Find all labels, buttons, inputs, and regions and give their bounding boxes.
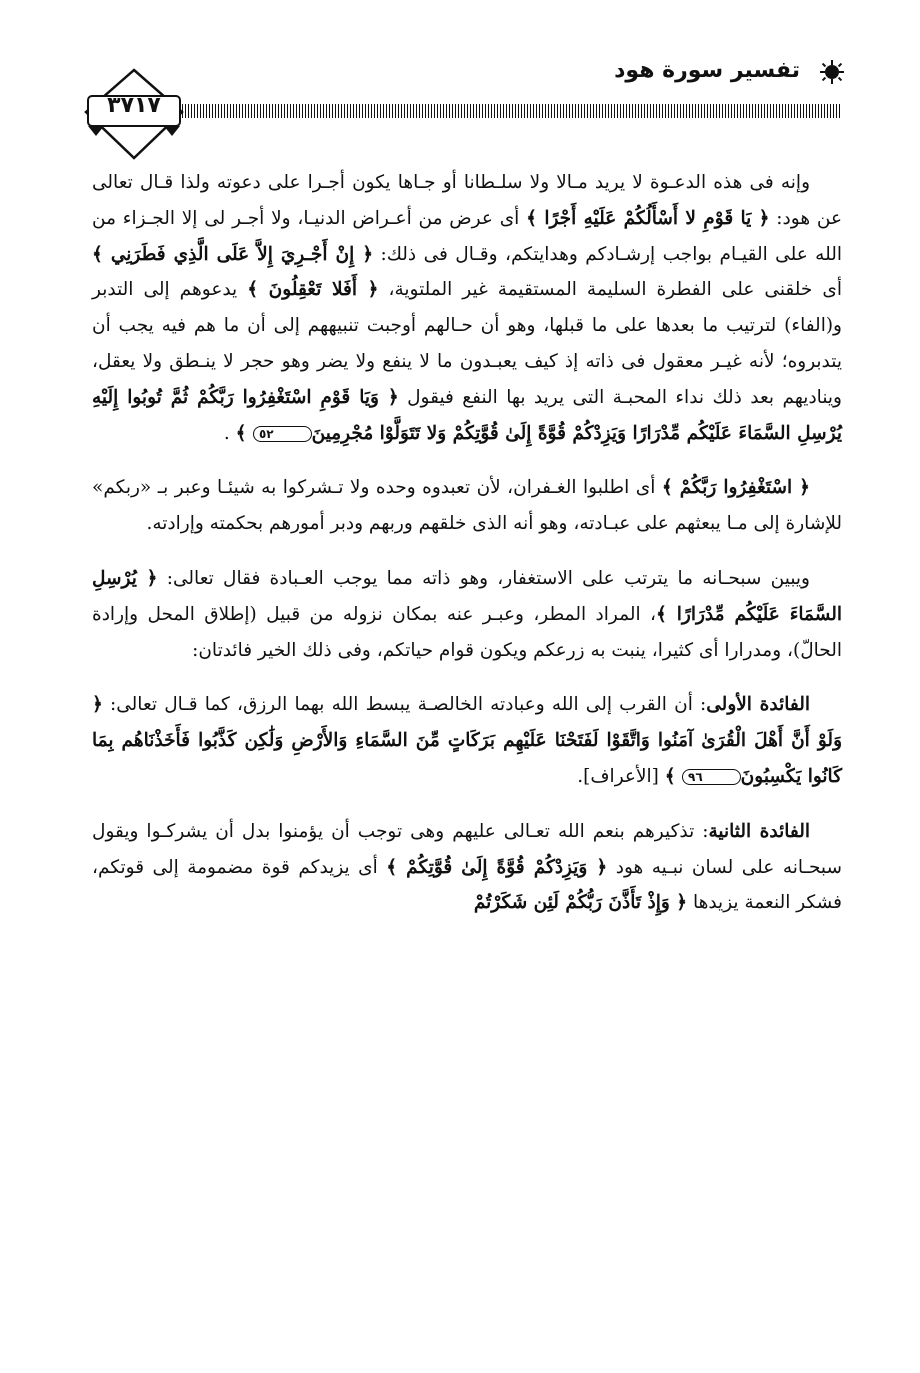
header-rule — [164, 104, 840, 118]
quran-verse: ﴿ وَيَا قَوْمِ اسْتَغْفِرُوا رَبَّكُمْ ثُمَّ تُوبُوا إِلَيْهِ يُرْسِلِ السَّمَاءَ عَلَيْكُم مِّدْرَارًا وَيَزِدْكُمْ قُوَّةً إِلَىٰ قُوَّتِكُمْ وَلا تَتَوَلَّوْا مُجْرِمِينَ — [92, 386, 842, 444]
paragraph-text: أى يزيدكم قوة مضمومة إلى قوتكم، فشكر النعمة يزيدها — [92, 856, 842, 914]
paragraph — [92, 687, 842, 794]
quran-verse: ﴿ وَلَوْ أَنَّ أَهْلَ الْقُرَىٰ آمَنُوا وَاتَّقَوْا لَفَتَحْنَا عَلَيْهِم بَرَكَاتٍ مِّنَ السَّمَاءِ وَالأَرْضِ وَلَٰكِن كَذَّبُوا فَأَخَذْنَاهُم بِمَا كَانُوا يَكْسِبُونَ — [92, 694, 842, 787]
paragraph-text: : أن القرب إلى الله وعبادته الخالصـة يبسط الله بهما الرزق، كما قـال تعالى: — [102, 694, 707, 716]
paragraph-text: يدعوهم إلى التدبر و(الفاء) لترتيب ما بعدها على ما قبلها، وهو أن حـالهم أوجبت تنبيههم إلى أن ما هم فيه يجب أن يتدبروه؛ لأنه غيـر معقول فى ذاته إذ كيف يعبـدون ما لا ينفع ولا يضر وهو حجر لا ينـطق ولا يعقل، ويناديهم بعد ذلك نداء المحبـة التى يريد بها النفع فيقول — [92, 279, 842, 408]
paragraph-text: : تذكيرهم بنعم الله تعـالى عليهم وهى توجب أن يؤمنوا بدل أن يشركـوا ويقول سبحـانه على لسان نبـيه هود — [92, 820, 842, 878]
paragraph — [92, 561, 842, 668]
quran-verse: ﴿ يُرْسِلِ السَّمَاءَ عَلَيْكُم مِّدْرَارًا ﴾ — [92, 567, 843, 625]
body-text — [92, 165, 842, 940]
quran-verse: ﴿ اسْتَغْفِرُوا رَبَّكُمْ ﴾ — [661, 477, 810, 499]
paragraph-text: ، المراد المطر، وعبـر عنه بمكان نزوله من قبيل (إطلاق المحل وإرادة الحالّ)، ومدرارا أى كثيرا، ينبت به زرعكم ويكون قوام حياتكم، وفى ذلك الخير فائدتان: — [92, 603, 842, 661]
quran-verse: ﴿ إِنْ أَجْـرِيَ إِلاَّ عَلَى الَّذِي فَطَرَنِي ﴾ — [92, 243, 374, 265]
paragraph — [92, 814, 842, 921]
paragraph — [92, 470, 842, 542]
page-number: ٣٧١٧ — [107, 93, 161, 118]
verse-number-marker: ٥٢ — [253, 426, 312, 442]
quran-verse: ﴾ — [664, 765, 683, 787]
paragraph-text: أى خلقنى على الفطرة السليمة المستقيمة غير الملتوية، — [378, 279, 842, 301]
section-heading: الفائدة الثانية — [708, 820, 810, 842]
quran-verse: ﴿ وَإِذْ تَأَذَّنَ رَبُّكُمْ لَئِن شَكَرْتُمْ — [473, 892, 688, 914]
paragraph-text: أى اطلبوا الغـفران، لأن تعبدوه وحده ولا تـشركوا به شيئـا وعبر بـ «ربكم» للإشارة إلى مـا يبعثهم على عبـادته، وهو أنه الذى خلقهم وربهم ودبر أمورهم بحكمته وإرادته. — [92, 477, 842, 535]
paragraph-text: أى عرض من أعـراض الدنيـا، ولا أجـر لى إلا الجـزاء من الله على القيـام بواجب إرشـادكم وهدايتكم، وقـال فى ذلك: — [92, 207, 842, 265]
paragraph-text: . — [223, 422, 236, 444]
chapter-title: تفسير سورة هود — [614, 58, 800, 83]
quran-verse: ﴾ — [235, 422, 253, 444]
section-heading: الفائدة الأولى — [706, 694, 811, 716]
paragraph-text: [الأعراف]. — [577, 765, 665, 787]
quran-verse: ﴿ يَا قَوْمِ لا أَسْأَلُكُمْ عَلَيْهِ أَجْرًا ﴾ — [526, 207, 770, 229]
paragraph — [92, 165, 842, 451]
flower-ornament-icon — [820, 60, 844, 84]
paragraph-text: وإنه فى هذه الدعـوة لا يريد مـالا ولا سلـطانا أو جـاها يكون أجـرا على دعوته ولذا قـال تعالى عن هود: — [92, 172, 842, 229]
quran-verse: ﴿ أَفَلا تَعْقِلُونَ ﴾ — [247, 279, 379, 301]
quran-verse: ﴿ وَيَزِدْكُمْ قُوَّةً إِلَىٰ قُوَّتِكُمْ ﴾ — [386, 856, 608, 878]
verse-number-marker: ٩٦ — [682, 769, 741, 785]
paragraph-text: ويبين سبحـانه ما يترتب على الاستغفار، وهو ذاته مما يوجب العـبادة فقال تعالى: — [157, 567, 810, 589]
